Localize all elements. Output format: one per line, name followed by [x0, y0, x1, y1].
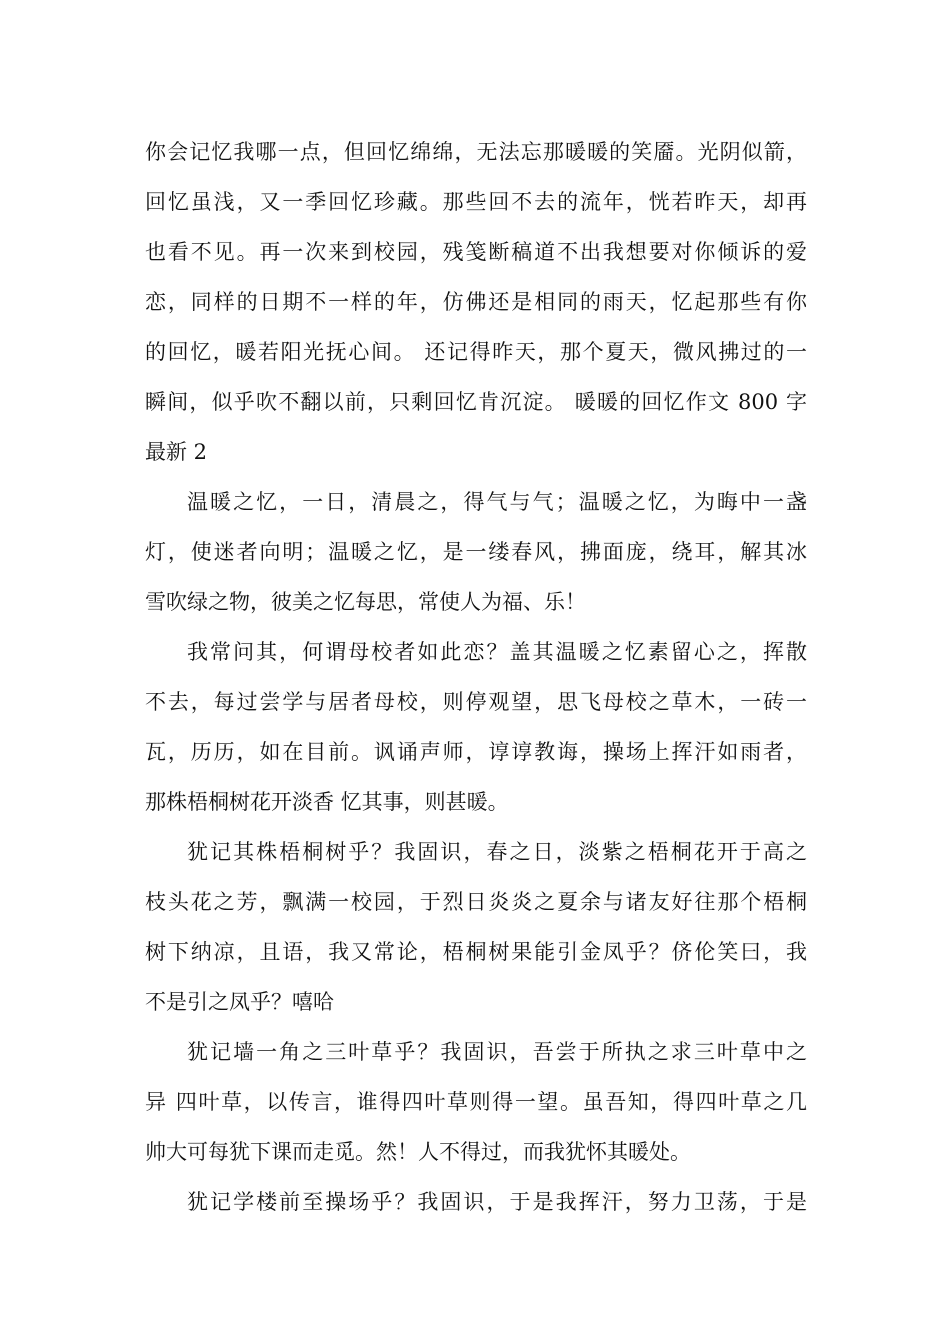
text-line: 枝头花之芳，飘满一校园，于烈日炎炎之夏余与诸友好往那个梧桐	[145, 890, 807, 914]
text-line: 回忆虽浅，又一季回忆珍藏。那些回不去的流年，恍若昨天，却再	[145, 190, 807, 214]
text-line: 最新 2	[145, 440, 208, 464]
text-line: 也看不见。再一次来到校园，残笺断稿道不出我想要对你倾诉的爱	[145, 240, 807, 264]
paragraph-first-line: 犹记学楼前至操场乎？我固识，于是我挥汗，努力卫荡，于是	[187, 1190, 807, 1214]
text-line: 瞬间，似乎吹不翻以前，只剩回忆肯沉淀。 暖暖的回忆作文 800 字	[145, 390, 807, 414]
text-line: 你会记忆我哪一点，但回忆绵绵，无法忘那暖暖的笑靥。光阴似箭，	[145, 140, 807, 164]
paragraph-first-line: 温暖之忆，一日，清晨之，得气与气；温暖之忆，为晦中一盏	[187, 490, 807, 514]
paragraph-first-line: 犹记其株梧桐树乎？我固识，春之日，淡紫之梧桐花开于高之	[187, 840, 807, 864]
text-line: 雪吹绿之物，彼美之忆每思，常使人为福、乐！	[145, 590, 586, 614]
text-line: 那株梧桐树花开淡香 忆其事，则甚暖。	[145, 790, 509, 814]
text-line: 树下纳凉，且语，我又常论，梧桐树果能引金凤乎？侪伦笑曰，我	[145, 940, 807, 964]
text-line: 不是引之凤乎？嘻哈	[145, 990, 334, 1014]
text-line: 瓦，历历，如在目前。讽诵声师，谆谆教诲，操场上挥汗如雨者，	[145, 740, 807, 764]
paragraph-first-line: 犹记墙一角之三叶草乎？我固识，吾尝于所执之求三叶草中之	[187, 1040, 807, 1064]
text-line: 异 四叶草，以传言，谁得四叶草则得一望。虽吾知，得四叶草之几	[145, 1090, 807, 1114]
paragraph-first-line: 我常问其，何谓母校者如此恋？盖其温暖之忆素留心之，挥散	[187, 640, 807, 664]
text-line: 帅大可每犹下课而走觅。然！人不得过，而我犹怀其暖处。	[145, 1140, 691, 1164]
text-line: 的回忆，暖若阳光抚心间。 还记得昨天，那个夏天，微风拂过的一	[145, 340, 807, 364]
text-line: 灯，使迷者向明；温暖之忆，是一缕春风，拂面庞，绕耳，解其冰	[145, 540, 807, 564]
text-line: 不去，每过尝学与居者母校，则停观望，思飞母校之草木，一砖一	[145, 690, 807, 714]
text-line: 恋，同样的日期不一样的年，仿佛还是相同的雨天，忆起那些有你	[145, 290, 807, 314]
